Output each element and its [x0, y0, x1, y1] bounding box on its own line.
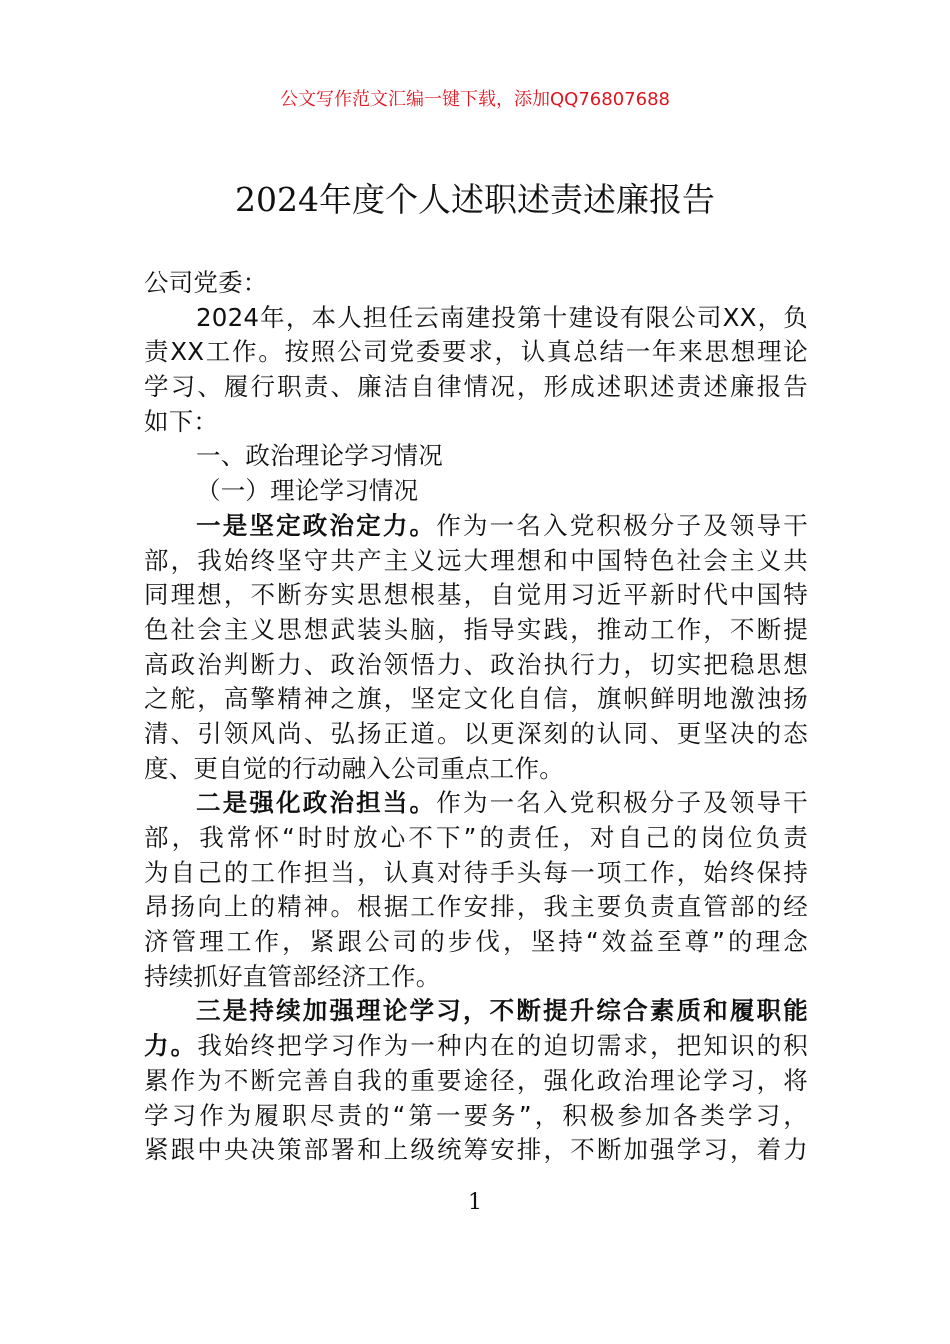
- text-line: [144, 439, 808, 474]
- body-text: 一、政治理论学习情况: [196, 441, 443, 471]
- document-title: 2024年度个人述职述责述廉报告: [235, 180, 715, 219]
- body-text: 责XX工作。按照公司党委要求，认真总结一年来思想理论: [144, 337, 808, 367]
- text-line: [144, 613, 808, 648]
- text-line: [144, 509, 808, 544]
- text-line: [144, 717, 808, 752]
- text-line: [144, 370, 808, 405]
- body-text: 作为一名入党积极分子及领导干: [436, 510, 808, 540]
- text-line: [144, 1133, 808, 1168]
- text-line: [144, 890, 808, 925]
- text-line: [144, 994, 808, 1029]
- body-text: 度、更自觉的行动融入公司重点工作。: [144, 753, 564, 783]
- text-line: [144, 960, 808, 995]
- text-line: [144, 821, 808, 856]
- bold-heading-text: 二是强化政治担当。: [196, 788, 437, 818]
- body-text: 我始终把学习作为一种内在的迫切需求，把知识的积: [197, 1031, 808, 1061]
- text-line: [144, 335, 808, 370]
- body-text: 同理想，不断夯实思想根基，自觉用习近平新时代中国特: [144, 580, 808, 610]
- text-line: [144, 1099, 808, 1134]
- body-text: 如下：: [144, 406, 219, 436]
- text-line: [144, 578, 808, 613]
- document-body: [144, 266, 808, 1168]
- body-text: 济管理工作，紧跟公司的步伐，坚持“效益至尊”的理念: [144, 927, 808, 957]
- body-text: 作为一名入党积极分子及领导干: [436, 788, 808, 818]
- text-line: [144, 925, 808, 960]
- bold-heading-text: 力。: [144, 1031, 198, 1061]
- bold-heading-text: 一是坚定政治定力。: [196, 510, 437, 540]
- body-text: 学习作为履职尽责的“第一要务”，积极参加各类学习，: [144, 1100, 808, 1130]
- page-number: 1: [468, 1190, 482, 1215]
- body-text: 昂扬向上的精神。根据工作安排，我主要负责直管部的经: [144, 892, 808, 922]
- body-text: 公司党委：: [144, 268, 268, 297]
- text-line: [144, 682, 808, 717]
- body-text: 色社会主义思想武装头脑，指导实践，推动工作，不断提: [144, 614, 808, 644]
- body-text: 学习、履行职责、廉洁自律情况，形成述职述责述廉报告: [144, 372, 808, 402]
- text-line: [144, 266, 808, 301]
- body-text: 部，我常怀“时时放心不下”的责任，对自己的岗位负责: [144, 823, 808, 852]
- body-text: 高政治判断力、政治领悟力、政治执行力，切实把稳思想: [144, 649, 808, 679]
- text-line: [144, 1029, 808, 1064]
- text-line: [144, 301, 808, 336]
- body-text: 为自己的工作担当，认真对待手头每一项工作，始终保持: [144, 857, 808, 887]
- text-line: [144, 752, 808, 787]
- download-banner: 公文写作范文汇编一键下载，添加QQ76807688: [280, 89, 670, 110]
- body-text: 清、引领风尚、弘扬正道。以更深刻的认同、更坚决的态: [144, 718, 808, 748]
- text-line: [144, 1064, 808, 1099]
- body-text: 累作为不断完善自我的重要途径，强化政治理论学习，将: [144, 1065, 808, 1095]
- text-line: [144, 405, 808, 440]
- text-line: [144, 856, 808, 891]
- text-line: [144, 474, 808, 509]
- body-text: 部，我始终坚守共产主义远大理想和中国特色社会主义共: [144, 545, 808, 575]
- body-text: （一）理论学习情况: [196, 476, 419, 506]
- body-text: 紧跟中央决策部署和上级统筹安排，不断加强学习，着力: [144, 1135, 808, 1165]
- body-text: 2024年，本人担任云南建投第十建设有限公司XX，负: [196, 302, 808, 332]
- bold-heading-text: 三是持续加强理论学习，不断提升综合素质和履职能: [196, 996, 808, 1026]
- body-text: 持续抓好直管部经济工作。: [144, 961, 441, 991]
- text-line: [144, 648, 808, 683]
- text-line: [144, 544, 808, 579]
- text-line: [144, 786, 808, 821]
- body-text: 之舵，高擎精神之旗，坚定文化自信，旗帜鲜明地激浊扬: [144, 684, 808, 714]
